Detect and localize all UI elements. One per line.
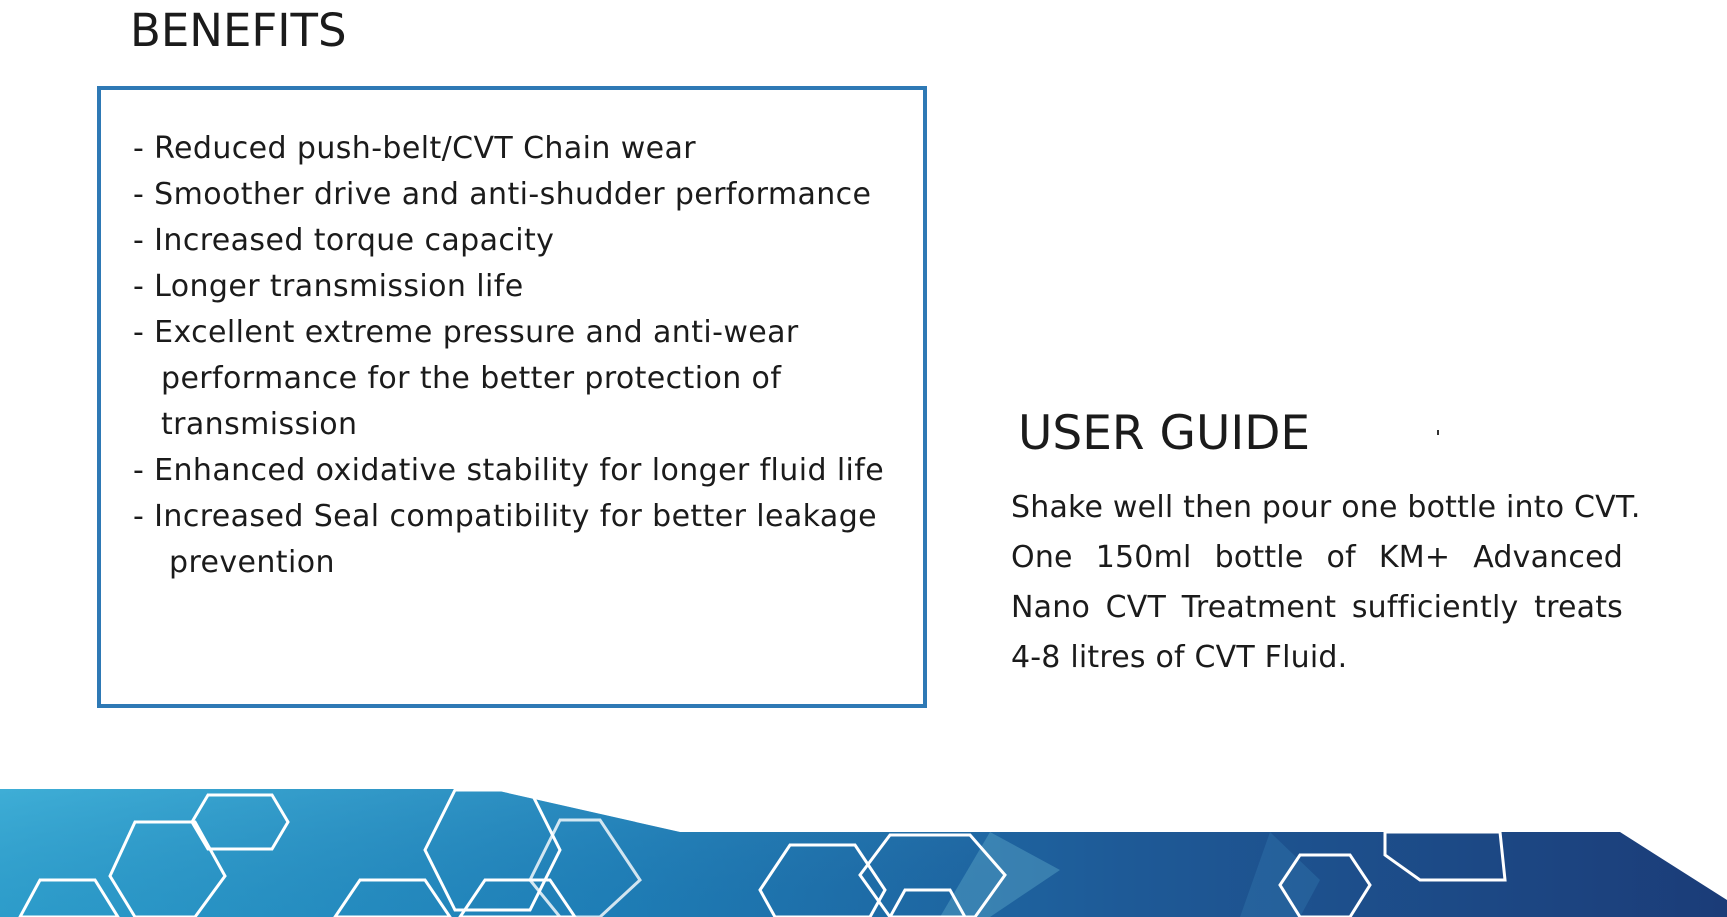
user-guide-line: Shake well then pour one bottle into CVT. [1011, 490, 1641, 525]
benefit-item-text: - Increased torque capacity [133, 223, 555, 258]
benefit-item-continuation: prevention [169, 545, 335, 580]
benefit-item-text: - Enhanced oxidative stability for longer fluid life [133, 453, 885, 488]
user-guide-line: Nano CVT Treatment sufficiently treats [1011, 590, 1623, 625]
benefits-heading: BENEFITS [130, 4, 347, 57]
benefit-item-text: - Longer transmission life [133, 269, 524, 304]
benefit-item-continuation: transmission [161, 407, 358, 442]
benefit-item [133, 218, 884, 264]
benefit-item [133, 172, 884, 218]
benefit-item-text: - Smoother drive and anti-shudder performance [133, 177, 872, 212]
user-guide-text [1011, 483, 1641, 683]
user-guide-line: One 150ml bottle of KM+ Advanced [1011, 540, 1623, 575]
benefit-item-text: - Reduced push-belt/CVT Chain wear [133, 131, 697, 166]
hexagon-footer-band [0, 780, 1727, 917]
user-guide-line: 4-8 litres of CVT Fluid. [1011, 640, 1348, 675]
benefit-item [133, 448, 884, 494]
benefit-item [133, 494, 884, 586]
benefit-item-continuation: performance for the better protection of [161, 361, 782, 396]
benefit-item [133, 264, 884, 310]
user-guide-heading: USER GUIDE [1018, 406, 1311, 461]
band-background [0, 789, 1727, 917]
benefit-item-text: - Increased Seal compatibility for better leakage [133, 499, 877, 534]
benefit-item-text: - Excellent extreme pressure and anti-wear [133, 315, 799, 350]
benefits-list [133, 126, 884, 586]
benefit-item [133, 310, 884, 448]
stray-dot [1437, 430, 1439, 435]
benefit-item [133, 126, 884, 172]
